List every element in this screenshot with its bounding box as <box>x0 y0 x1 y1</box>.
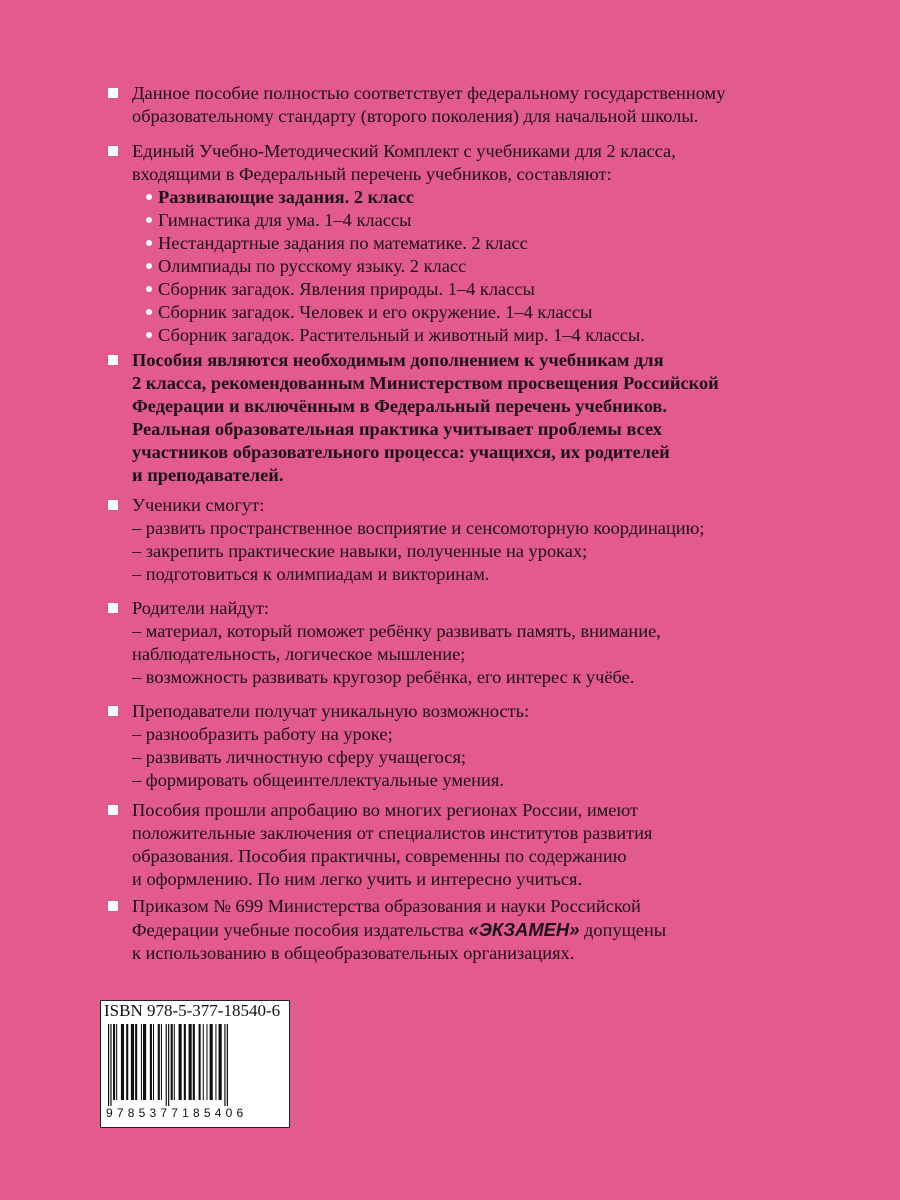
kit-list-item-label: Нестандартные задания по математике. 2 класс <box>158 233 528 253</box>
square-bullet-icon <box>108 706 118 716</box>
square-bullet-icon <box>108 500 118 510</box>
parents-section <box>108 597 868 689</box>
text-line: 2 класса, рекомендованным Министерством просвещения Российской <box>132 373 719 393</box>
text-line: наблюдательность, логическое мышление; <box>132 644 466 664</box>
kit-list-item <box>146 186 868 209</box>
standard-compliance-section <box>108 82 868 128</box>
text-line: образовательному стандарту (второго поколения) для начальной школы. <box>132 106 699 126</box>
text-line: – закрепить практические навыки, полученные на уроках; <box>132 541 588 561</box>
kit-list-item-label: Олимпиады по русскому языку. 2 класс <box>158 256 467 276</box>
square-bullet-icon <box>108 901 118 911</box>
text-line: – возможность развивать кругозор ребёнка, его интерес к учёбе. <box>132 667 635 687</box>
text-line: Преподаватели получат уникальную возможность: <box>132 701 530 721</box>
text-line: и преподавателей. <box>132 465 284 485</box>
dot-bullet-icon <box>146 332 152 338</box>
kit-list-item-label: Сборник загадок. Растительный и животный мир. 1–4 классы. <box>158 325 645 345</box>
dot-bullet-icon <box>146 263 152 269</box>
square-bullet-icon <box>108 603 118 613</box>
publisher-name: «ЭКЗАМЕН» <box>468 919 580 940</box>
square-bullet-icon <box>108 146 118 156</box>
text-fragment: допущены <box>584 920 667 940</box>
text-line: – подготовиться к олимпиадам и викторинам. <box>132 564 490 584</box>
kit-list-item <box>146 232 868 255</box>
kit-list-item-label: Сборник загадок. Явления природы. 1–4 классы <box>158 279 535 299</box>
text-line: и оформлению. По ним легко учить и интересно учиться. <box>132 869 583 889</box>
text-line: – материал, который поможет ребёнку развивать память, внимание, <box>132 621 661 641</box>
text-line: Ученики смогут: <box>132 495 265 515</box>
kit-list-item-label: Сборник загадок. Человек и его окружение. 1–4 классы <box>158 302 593 322</box>
dot-bullet-icon <box>146 286 152 292</box>
isbn-label: ISBN 978-5-377-18540-6 <box>104 1001 281 1020</box>
approbation-section <box>108 799 868 891</box>
text-line: участников образовательного процесса: учащихся, их родителей <box>132 442 670 462</box>
kit-list-item <box>146 278 868 301</box>
dot-bullet-icon <box>146 240 152 246</box>
square-bullet-icon <box>108 805 118 815</box>
text-line: входящими в Федеральный перечень учебников, составляют: <box>132 164 612 184</box>
text-line: – развивать личностную сферу учащегося; <box>132 747 467 767</box>
kit-list-item <box>146 301 868 324</box>
text-line: к использованию в общеобразовательных организациях. <box>132 943 575 963</box>
text-fragment: Федерации учебные пособия издательства <box>132 920 464 940</box>
text-line: – развить пространственное восприятие и сенсомоторную координацию; <box>132 518 705 538</box>
text-line: Приказом № 699 Министерства образования и науки Российской <box>132 896 641 916</box>
dot-bullet-icon <box>146 217 152 223</box>
ministry-order-section <box>108 895 868 965</box>
text-line: – формировать общеинтеллектуальные умения. <box>132 770 504 790</box>
teaching-kit-section <box>108 140 868 347</box>
text-line: – разнообразить работу на уроке; <box>132 724 393 744</box>
text-line: Пособия прошли апробацию во многих регионах России, имеют <box>132 800 638 820</box>
text-line: Реальная образовательная практика учитывает проблемы всех <box>132 419 663 439</box>
text-line: Федерации и включённым в Федеральный перечень учебников. <box>132 396 667 416</box>
text-line <box>132 918 868 942</box>
text-line: образования. Пособия практичны, современны по содержанию <box>132 846 627 866</box>
kit-list-item <box>146 209 868 232</box>
dot-bullet-icon <box>146 309 152 315</box>
text-line: положительные заключения от специалистов институтов развития <box>132 823 653 843</box>
text-line: Данное пособие полностью соответствует федеральному государственному <box>132 83 726 103</box>
kit-list-item <box>146 324 868 347</box>
text-line: Пособия являются необходимым дополнением к учебникам для <box>132 350 664 370</box>
barcode-digits: 9785377185406 <box>106 1106 248 1120</box>
kit-list-item <box>146 255 868 278</box>
text-line: Единый Учебно-Методический Комплект с учебниками для 2 класса, <box>132 141 676 161</box>
kit-list-item-label: Гимнастика для ума. 1–4 классы <box>158 210 412 230</box>
dot-bullet-icon <box>146 194 152 200</box>
kit-list-item-label: Развивающие задания. 2 класс <box>158 187 415 207</box>
curriculum-supplement-section <box>108 349 868 487</box>
text-line: Родители найдут: <box>132 598 269 618</box>
square-bullet-icon <box>108 355 118 365</box>
teachers-section <box>108 700 868 792</box>
square-bullet-icon <box>108 88 118 98</box>
students-section <box>108 494 868 586</box>
barcode-icon <box>106 1024 284 1106</box>
